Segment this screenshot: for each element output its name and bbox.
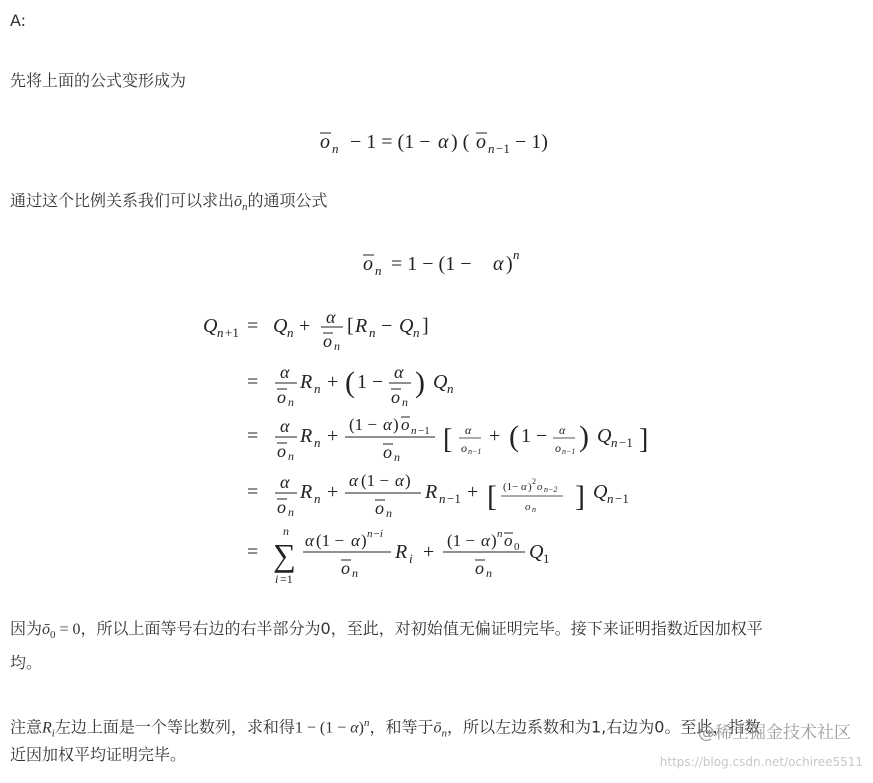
svg-text:=: = (247, 371, 259, 393)
svg-text:n−i: n−i (367, 528, 383, 540)
svg-text:n: n (411, 425, 417, 437)
svg-text:α: α (349, 471, 358, 490)
svg-text:−1: −1 (418, 425, 430, 437)
svg-text:o: o (401, 415, 410, 434)
svg-text:n: n (287, 325, 294, 340)
svg-text:−1: −1 (615, 491, 629, 506)
svg-text:): ) (405, 471, 411, 490)
svg-text:R: R (395, 541, 408, 563)
svg-text:α: α (493, 253, 504, 275)
svg-text:(1 −: (1 − (316, 531, 344, 550)
svg-text:[: [ (487, 480, 497, 513)
svg-text:=: = (247, 315, 259, 337)
svg-text:n: n (314, 381, 321, 396)
svg-text:): ) (415, 366, 425, 399)
svg-text:α: α (326, 307, 336, 327)
svg-text:−1: −1 (619, 435, 633, 450)
svg-text:α: α (395, 471, 404, 490)
svg-text:n−2: n−2 (544, 485, 558, 494)
svg-text:Q: Q (593, 481, 608, 503)
svg-text:[: [ (443, 424, 453, 455)
svg-text:α: α (465, 423, 472, 437)
svg-text:n: n (486, 566, 492, 580)
svg-text:n: n (488, 141, 495, 156)
svg-text:o: o (475, 558, 484, 578)
svg-text:0: 0 (514, 541, 520, 553)
svg-text:α: α (280, 472, 290, 492)
svg-text:=1: =1 (280, 572, 293, 586)
svg-text:− 1): − 1) (515, 131, 548, 153)
paragraph-weights: 注意$R_i$左边上面是一个等比数列，求和得$1 - (1 - \alpha)^n$，和等于$ō_n$，所以左边系数和为1,右边为0。至此，指数 (10, 717, 761, 740)
svg-text:R: R (300, 425, 313, 447)
svg-text:1 −: 1 − (357, 371, 384, 393)
svg-text:o: o (537, 481, 543, 493)
paragraph-weights-cont: 近因加权平均证明完毕。 (10, 745, 187, 764)
svg-text:n−1: n−1 (468, 447, 482, 456)
svg-text:α: α (280, 416, 290, 436)
svg-text:−1: −1 (447, 491, 461, 506)
svg-text:=: = (247, 425, 259, 447)
svg-text:o: o (341, 558, 350, 578)
svg-text:n: n (611, 435, 618, 450)
svg-text:+: + (299, 315, 311, 337)
svg-text:α: α (394, 362, 404, 382)
svg-text:o: o (323, 331, 332, 351)
svg-text:1 −: 1 − (521, 425, 548, 447)
svg-text:α: α (559, 423, 566, 437)
svg-text:α: α (280, 362, 290, 382)
svg-text:n−1: n−1 (562, 447, 576, 456)
svg-text:+: + (489, 425, 501, 447)
svg-text:−1: −1 (496, 141, 510, 156)
svg-text:) (: ) ( (451, 131, 470, 153)
svg-text:(1 −: (1 − (361, 471, 389, 490)
svg-text:o: o (277, 497, 286, 517)
svg-text:n: n (375, 263, 382, 278)
svg-text:): ) (528, 481, 532, 493)
derivation-block (195, 300, 695, 590)
svg-text:(1−: (1− (503, 481, 519, 493)
svg-text:n: n (288, 395, 294, 409)
svg-text:2: 2 (532, 477, 536, 486)
svg-text:=: = (247, 541, 259, 563)
svg-text:(: ( (509, 420, 519, 453)
svg-text:+: + (327, 481, 339, 503)
general-term-line: 通过这个比例关系我们可以求出$ō_n$的通项公式 (10, 191, 328, 214)
svg-text:n: n (369, 325, 376, 340)
svg-text:R: R (300, 481, 313, 503)
general-term-prefix: 通过这个比例关系我们可以求出 (10, 191, 235, 210)
svg-text:o: o (383, 442, 392, 462)
svg-text:i: i (409, 551, 413, 566)
svg-text:n: n (386, 506, 392, 520)
svg-text:(1 −: (1 − (447, 531, 475, 550)
svg-text:(1 −: (1 − (349, 415, 377, 434)
svg-text:− 1 = (1 −: − 1 = (1 − (350, 131, 431, 153)
svg-text:n: n (314, 435, 321, 450)
para4-prefix: 注意 (10, 717, 43, 737)
svg-text:n: n (332, 141, 339, 156)
svg-text:): ) (491, 531, 497, 550)
watermark-url: https://blog.csdn.net/ochiree5511 (659, 755, 863, 769)
svg-text:n: n (394, 450, 400, 464)
svg-text:Q: Q (529, 541, 544, 563)
svg-text:α: α (305, 531, 314, 550)
svg-text:o: o (277, 441, 286, 461)
svg-text:n: n (513, 247, 520, 262)
svg-text:n: n (288, 449, 294, 463)
answer-label: A: (10, 11, 27, 30)
svg-text:n: n (413, 325, 420, 340)
paragraph-unbiased-cont: 均。 (10, 653, 43, 672)
svg-text:α: α (351, 531, 360, 550)
svg-text:o: o (504, 531, 513, 550)
svg-text:n: n (314, 491, 321, 506)
svg-text:+: + (327, 371, 339, 393)
svg-text:(: ( (345, 366, 355, 399)
svg-text:Q: Q (399, 315, 414, 337)
svg-text:]: ] (575, 480, 585, 513)
svg-text:n: n (497, 528, 503, 540)
svg-text:n: n (532, 505, 536, 514)
para4-body1: 左边上面是一个等比数列，求和得 (54, 717, 295, 737)
watermark: @稀土掘金技术社区 (698, 723, 851, 743)
svg-text:Q: Q (273, 315, 288, 337)
svg-text:α: α (521, 481, 527, 493)
svg-text:o: o (277, 387, 286, 407)
svg-text:= 1 − (1 −: = 1 − (1 − (391, 253, 472, 275)
svg-text:α: α (383, 415, 392, 434)
svg-text:): ) (506, 253, 513, 275)
svg-text:+: + (423, 541, 435, 563)
svg-text:Q: Q (203, 315, 218, 337)
intro-line: 先将上面的公式变形成为 (10, 71, 187, 90)
svg-text:n: n (217, 325, 224, 340)
svg-text:n: n (334, 339, 340, 353)
equation-recurrence (310, 122, 570, 162)
svg-text:i: i (275, 572, 279, 586)
svg-text:α: α (481, 531, 490, 550)
para4-body2: ，和等于 (369, 717, 434, 737)
general-term-suffix: 的通项公式 (247, 191, 328, 210)
svg-text:+: + (467, 481, 479, 503)
svg-text:∑: ∑ (273, 537, 296, 573)
svg-text:n: n (402, 395, 408, 409)
svg-text:o: o (391, 387, 400, 407)
para3-prefix: 因为 (10, 619, 43, 638)
svg-text:R: R (425, 481, 438, 503)
svg-text:o: o (461, 441, 467, 455)
svg-text:o: o (363, 253, 373, 275)
svg-text:n: n (607, 491, 614, 506)
para4-body3: ，所以左边系数和为1,右边为0。至此，指数 (447, 717, 761, 737)
svg-text:Q: Q (433, 371, 448, 393)
svg-text:+1: +1 (225, 325, 239, 340)
svg-text:): ) (361, 531, 367, 550)
svg-text:[: [ (347, 315, 354, 337)
svg-text:+: + (327, 425, 339, 447)
svg-text:]: ] (639, 424, 649, 455)
svg-text:]: ] (422, 315, 429, 337)
svg-text:Q: Q (597, 425, 612, 447)
svg-text:n: n (447, 381, 454, 396)
paragraph-unbiased: 因为$ō_0 = 0$，所以上面等号右边的右半部分为0，至此，对初始值无偏证明完毕。接下来证明指数近因加权平 (10, 619, 763, 642)
svg-text:−: − (381, 315, 393, 337)
svg-text:α: α (438, 131, 449, 153)
svg-text:n: n (288, 505, 294, 519)
svg-text:R: R (355, 315, 368, 337)
svg-text:): ) (393, 415, 399, 434)
svg-text:n: n (439, 491, 446, 506)
svg-text:o: o (525, 501, 531, 513)
svg-text:n: n (283, 524, 289, 538)
svg-text:o: o (375, 498, 384, 518)
svg-text:o: o (555, 441, 561, 455)
svg-text:n: n (352, 566, 358, 580)
svg-text:): ) (579, 420, 589, 453)
equation-general-term (355, 244, 535, 282)
svg-text:=: = (247, 481, 259, 503)
svg-text:1: 1 (543, 551, 550, 566)
para3-body: ，所以上面等号右边的右半部分为0，至此，对初始值无偏证明完毕。接下来证明指数近因加权平 (80, 619, 763, 638)
svg-text:R: R (300, 371, 313, 393)
svg-text:o: o (476, 131, 486, 153)
svg-text:o: o (320, 131, 330, 153)
